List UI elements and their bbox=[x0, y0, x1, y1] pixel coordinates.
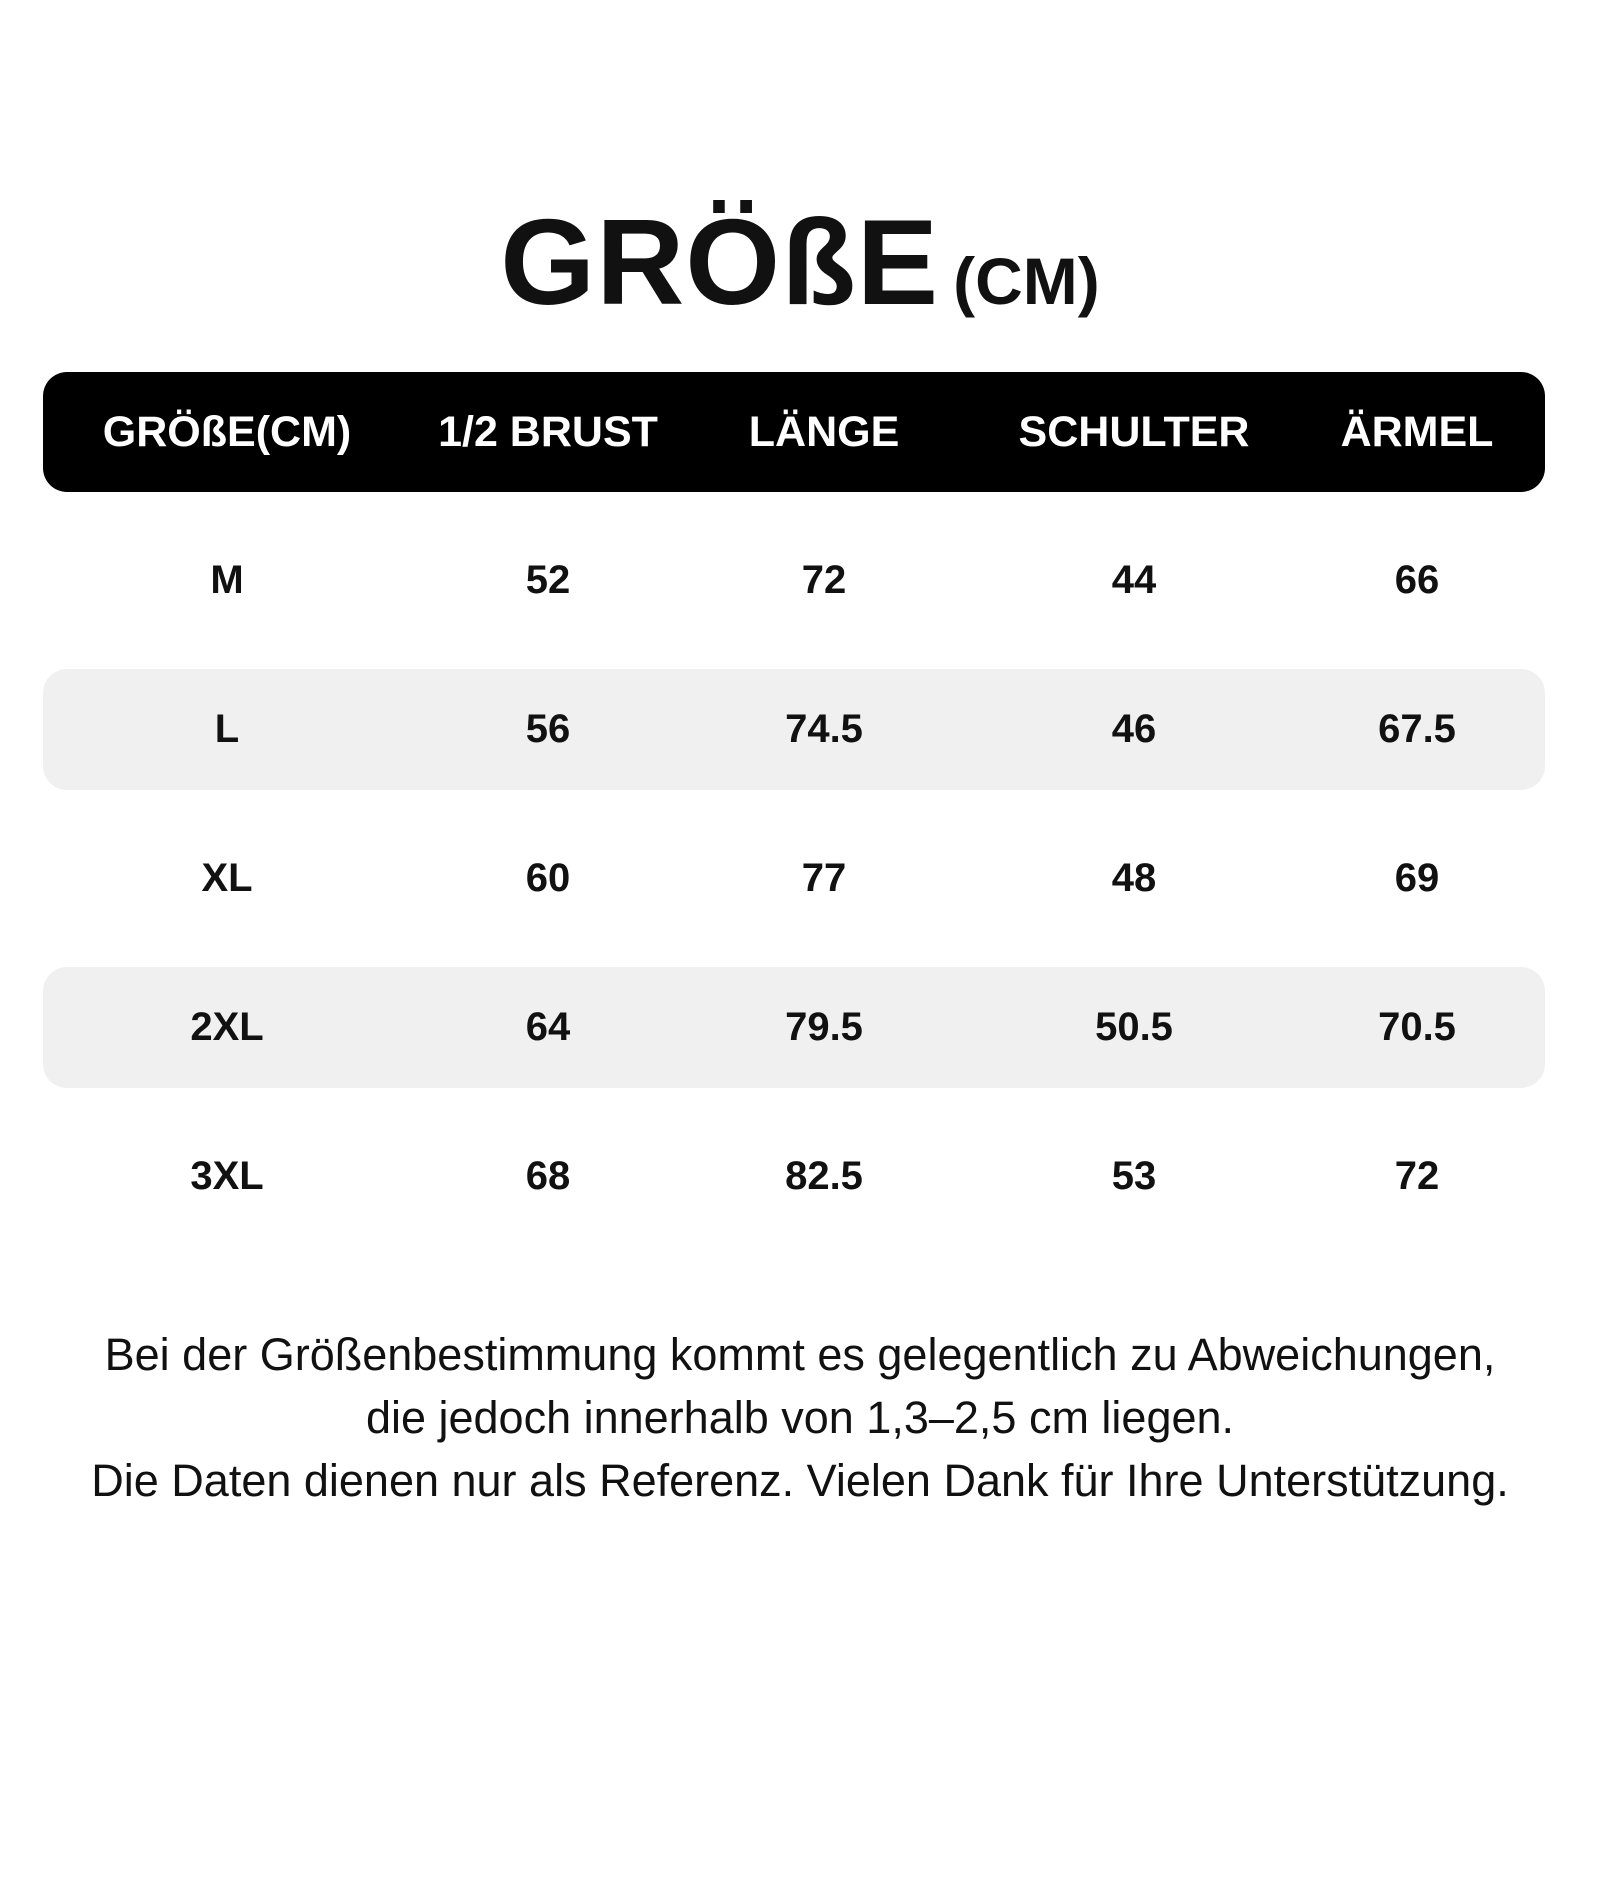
note-line: Die Daten dienen nur als Referenz. Vielen Dank für Ihre Unterstützung. bbox=[91, 1455, 1509, 1506]
cell-length: 72 bbox=[801, 558, 847, 602]
header-size: GRÖßE(CM) bbox=[102, 407, 352, 456]
table-row bbox=[43, 1116, 1545, 1237]
cell-sleeve: 66 bbox=[1394, 558, 1440, 602]
table-row bbox=[43, 818, 1545, 939]
header-sleeve: ÄRMEL bbox=[1340, 407, 1494, 456]
cell-shoulder: 53 bbox=[1111, 1154, 1157, 1198]
table-row bbox=[43, 520, 1545, 641]
cell-size: 2XL bbox=[190, 1005, 264, 1049]
size-table bbox=[43, 372, 1545, 1237]
cell-half-chest: 68 bbox=[525, 1154, 571, 1198]
cell-length: 74.5 bbox=[785, 707, 863, 751]
cell-half-chest: 60 bbox=[525, 856, 571, 900]
cell-half-chest: 52 bbox=[525, 558, 571, 602]
note-line: die jedoch innerhalb von 1,3–2,5 cm liegen. bbox=[365, 1392, 1235, 1443]
cell-length: 82.5 bbox=[785, 1154, 863, 1198]
cell-length: 77 bbox=[801, 856, 847, 900]
cell-sleeve: 67.5 bbox=[1378, 707, 1456, 751]
cell-sleeve: 69 bbox=[1394, 856, 1440, 900]
cell-shoulder: 50.5 bbox=[1095, 1005, 1173, 1049]
cell-size: XL bbox=[201, 856, 253, 900]
cell-length: 79.5 bbox=[785, 1005, 863, 1049]
cell-sleeve: 72 bbox=[1394, 1154, 1440, 1198]
header-length: LÄNGE bbox=[748, 407, 900, 456]
cell-size: M bbox=[210, 558, 244, 602]
title-main: GRÖßE bbox=[500, 194, 940, 330]
header-shoulder: SCHULTER bbox=[1018, 407, 1250, 456]
cell-size: 3XL bbox=[190, 1154, 264, 1198]
cell-shoulder: 44 bbox=[1111, 558, 1157, 602]
cell-half-chest: 64 bbox=[525, 1005, 571, 1049]
page-title bbox=[0, 192, 1600, 332]
cell-sleeve: 70.5 bbox=[1378, 1005, 1456, 1049]
table-row bbox=[43, 669, 1545, 790]
note-line: Bei der Größenbestimmung kommt es gelegentlich zu Abweichungen, bbox=[104, 1329, 1496, 1380]
cell-shoulder: 46 bbox=[1111, 707, 1157, 751]
header-half-chest: 1/2 BRUST bbox=[438, 407, 658, 456]
table-header-row bbox=[43, 372, 1545, 492]
measurement-note bbox=[0, 1323, 1600, 1512]
cell-shoulder: 48 bbox=[1111, 856, 1157, 900]
title-unit: (CM) bbox=[953, 244, 1100, 318]
cell-size: L bbox=[214, 707, 240, 751]
cell-half-chest: 56 bbox=[525, 707, 571, 751]
table-row bbox=[43, 967, 1545, 1088]
